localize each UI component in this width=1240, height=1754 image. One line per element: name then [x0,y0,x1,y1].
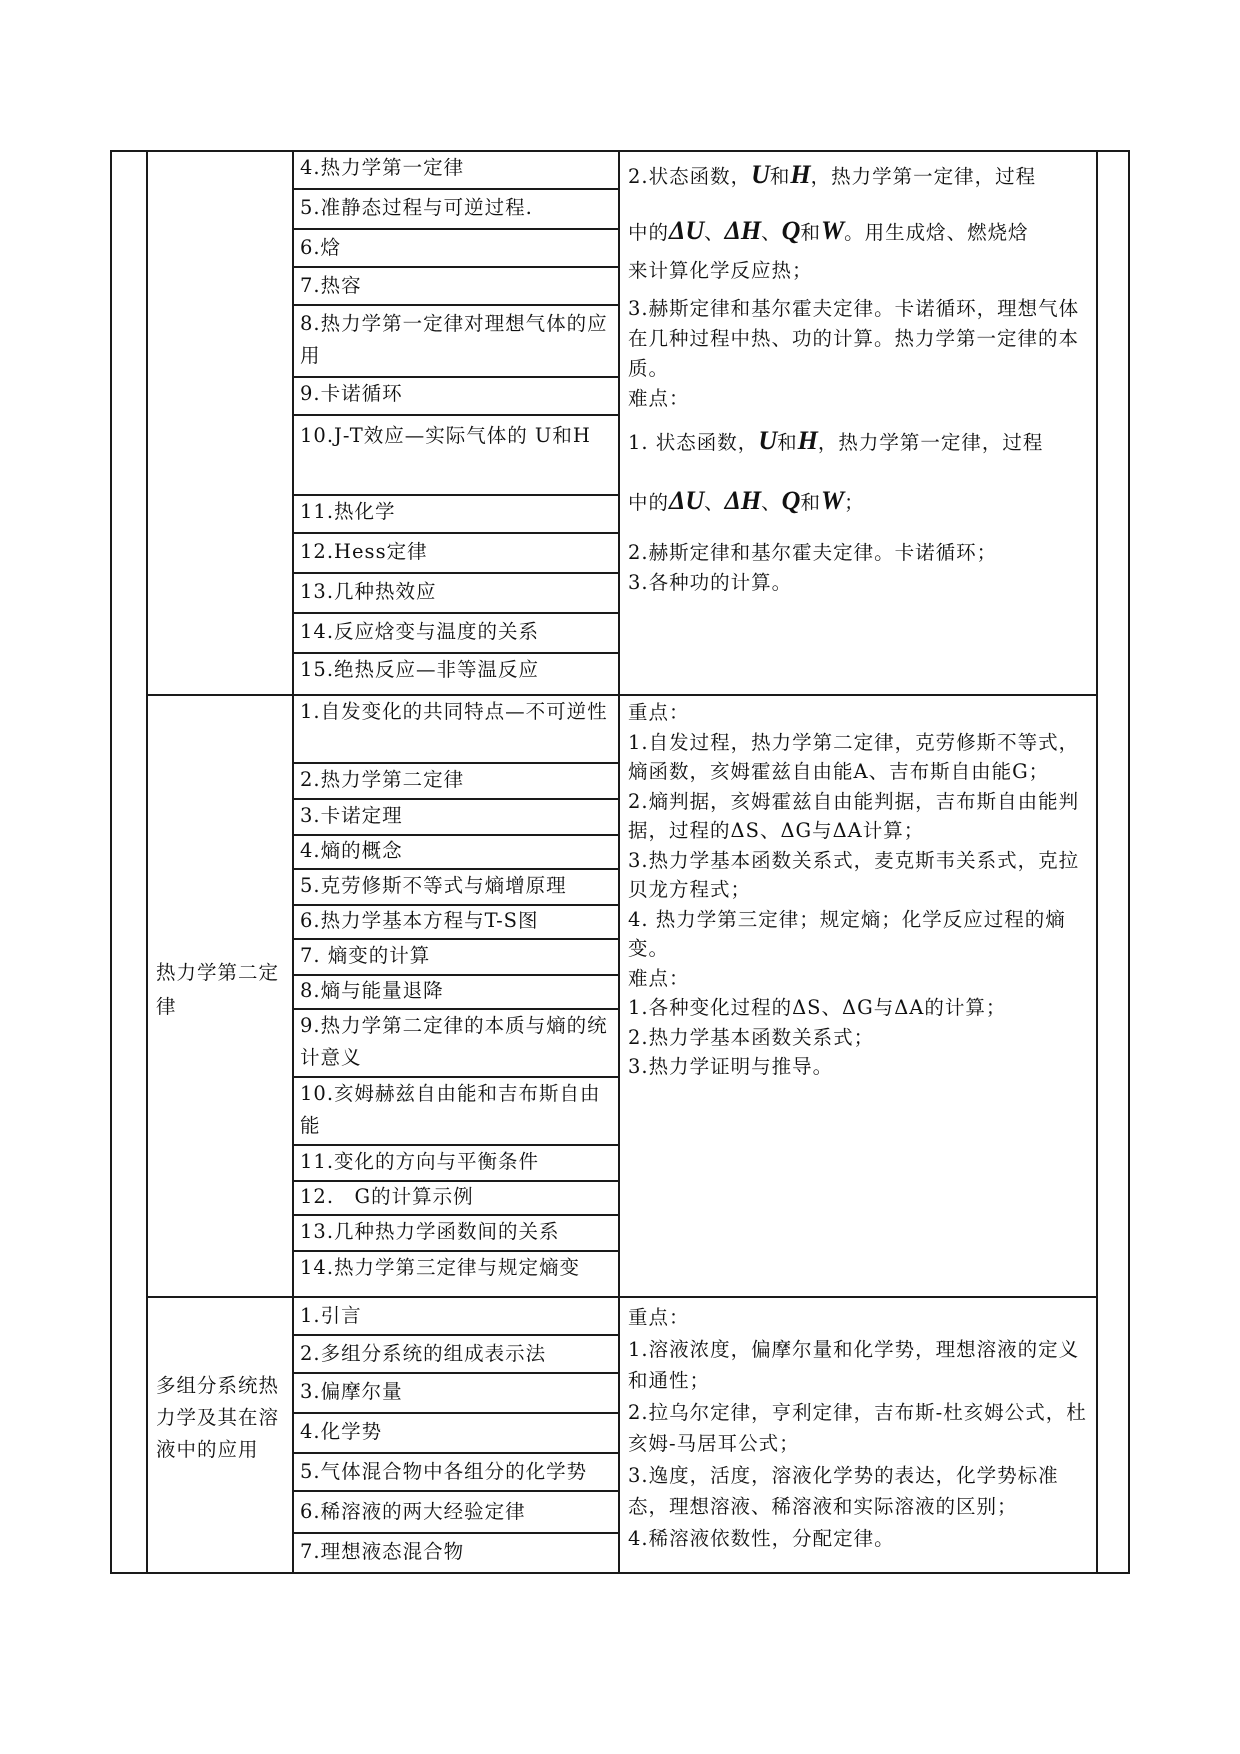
list-item: 1.引言 [300,1304,362,1327]
math-symbol: Q [781,486,801,515]
notes-text: 来计算化学反应热； [628,259,813,282]
notes-text: 4. 热力学第三定律；规定熵；化学反应过程的熵变。 [628,907,1066,960]
math-symbol: Q [781,216,801,245]
section-notes [628,1302,1088,1554]
row-line [292,1412,620,1414]
notes-text: 1.溶液浓度，偏摩尔量和化学势，理想溶液的定义和通性； [628,1337,1080,1392]
list-item: 4.热力学第一定律 [300,156,465,179]
notes-text: ，热力学第一定律，过程 [817,431,1044,454]
notes-text: 3.赫斯定律和基尔霍夫定律。卡诺循环，理想气体在几种过程中热、功的计算。热力学第一定律的本质。 [628,297,1080,380]
notes-text: 3.热力学证明与推导。 [628,1055,834,1078]
table-border-top [110,150,1130,152]
row-line [292,1490,620,1492]
math-symbol: U [751,160,770,189]
list-item: 5.准静态过程与可逆过程. [300,196,533,219]
list-item: 5.克劳修斯不等式与熵增原理 [300,874,567,897]
notes-text: 。用生成焓、燃烧焓 [844,221,1029,244]
list-item: 9.卡诺循环 [300,382,403,405]
notes-text: 、 [761,221,782,244]
row-line [292,1372,620,1374]
notes-text: 难点： [628,966,690,990]
column-line [618,150,620,1574]
table-border-left [110,150,112,1574]
notes-text: 中的 [628,491,670,514]
notes-text: ，热力学第一定律，过程 [810,165,1037,188]
list-item: 10.J-T效应—实际气体的 U和H [300,424,591,447]
section-notes [628,698,1088,1082]
notes-text: 3.热力学基本函数关系式，麦克斯韦关系式，克拉贝龙方程式； [628,848,1080,901]
row-line [292,228,620,230]
row-line [292,532,620,534]
notes-text: 2.状态函数， [628,165,752,188]
section-divider [146,694,1098,696]
list-item: 14.热力学第三定律与规定熵变 [300,1256,581,1279]
notes-text: 和 [777,431,798,454]
notes-text: 1. 状态函数， [628,431,759,454]
list-item: 12. G的计算示例 [300,1185,474,1208]
row-line [292,304,620,306]
list-item: 15.绝热反应—非等温反应 [300,658,540,681]
math-symbol: W [820,486,845,515]
table-border-bottom [110,1572,1130,1574]
section-topic: 热力学第二定律 [156,961,280,1018]
row-line [292,1532,620,1534]
section-topic: 多组分系统热力学及其在溶液中的应用 [156,1374,280,1461]
column-line [1096,150,1098,1574]
section-divider [146,1296,1098,1298]
table-border-right [1128,150,1130,1574]
row-line [292,1334,620,1336]
list-item: 11.热化学 [300,500,396,523]
syllabus-table [110,150,1130,1574]
list-item: 7.热容 [300,274,362,297]
row-line [292,266,620,268]
list-item: 7.理想液态混合物 [300,1540,465,1563]
list-item: 6.热力学基本方程与T-S图 [300,909,539,932]
list-item: 7. 熵变的计算 [300,944,431,967]
notes-text: 重点： [628,1306,690,1329]
math-symbol: H [797,426,818,455]
row-line [292,572,620,574]
list-item: 13.几种热力学函数间的关系 [300,1220,560,1243]
notes-text: 重点： [628,701,690,724]
row-line [292,612,620,614]
list-item: 4.化学势 [300,1420,383,1443]
notes-text: 、 [704,221,725,244]
list-item: 5.气体混合物中各组分的化学势 [300,1460,588,1483]
math-symbol: H [790,160,811,189]
list-item: 11.变化的方向与平衡条件 [300,1150,540,1173]
math-symbol: W [820,216,845,245]
math-symbol: U [758,426,778,455]
notes-text: 1.各种变化过程的ΔS、ΔG与ΔA的计算； [628,996,1007,1019]
notes-text: 2.熵判据，亥姆霍兹自由能判据，吉布斯自由能判据，过程的ΔS、ΔG与ΔA计算； [628,789,1080,842]
notes-text: 3.逸度，活度，溶液化学势的表达，化学势标准态，理想溶液、稀溶液和实际溶液的区别； [628,1463,1059,1518]
math-symbol: ΔH [724,486,762,515]
math-symbol: ΔU [669,486,705,515]
list-item: 2.热力学第二定律 [300,768,465,791]
notes-text: 和 [800,491,821,514]
row-line [292,188,620,190]
notes-text: 和 [769,165,791,188]
list-item: 14.反应焓变与温度的关系 [300,620,540,643]
list-item: 10.亥姆赫兹自由能和吉布斯自由能 [300,1082,601,1137]
notes-text: 、 [704,491,725,514]
list-item: 8.热力学第一定律对理想气体的应用 [300,312,608,367]
column-line [146,150,148,1574]
math-symbol: ΔH [724,216,762,245]
math-symbol: ΔU [669,216,705,245]
notes-text: ； [844,491,865,514]
row-line [292,414,620,416]
notes-text: 难点： [628,387,690,410]
list-item: 8.熵与能量退降 [300,979,444,1002]
list-item: 2.多组分系统的组成表示法 [300,1342,547,1365]
notes-text: 中的 [628,221,670,244]
notes-text: 4.稀溶液依数性，分配定律。 [628,1526,895,1550]
list-item: 3.卡诺定理 [300,804,403,827]
list-item: 3.偏摩尔量 [300,1380,403,1403]
list-item: 4.熵的概念 [300,839,403,862]
list-item: 6.稀溶液的两大经验定律 [300,1500,526,1523]
list-item: 1.自发变化的共同特点—不可逆性 [300,700,608,723]
section-notes [628,160,1088,598]
column-line [292,150,294,1574]
notes-text: 、 [761,491,782,514]
list-item: 9.热力学第二定律的本质与熵的统计意义 [300,1014,608,1069]
notes-text: 和 [800,221,821,244]
row-line [292,1452,620,1454]
list-item: 6.焓 [300,236,342,259]
notes-text: 2.热力学基本函数关系式； [628,1025,875,1049]
notes-text: 3.各种功的计算。 [628,571,793,594]
list-item: 12.Hess定律 [300,540,428,563]
notes-text: 1.自发过程，热力学第二定律，克劳修斯不等式，熵函数，亥姆霍兹自由能A、吉布斯自由能G； [628,730,1080,783]
list-item: 13.几种热效应 [300,580,437,603]
notes-text: 2.赫斯定律和基尔霍夫定律。卡诺循环； [628,541,998,564]
notes-text: 2.拉乌尔定律，亨利定律，吉布斯-杜亥姆公式，杜亥姆-马居耳公式； [628,1400,1087,1455]
